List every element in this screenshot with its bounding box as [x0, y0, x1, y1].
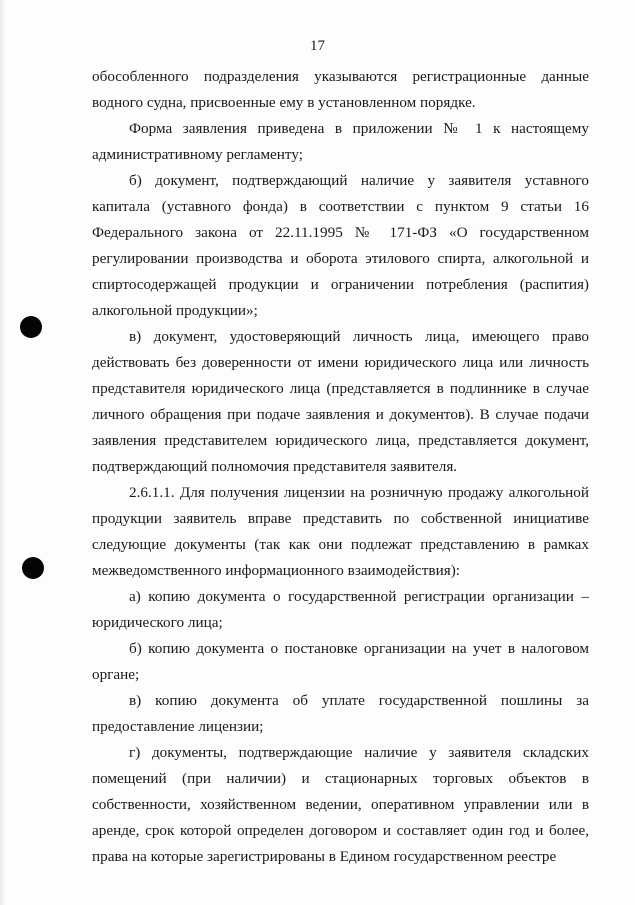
paragraph-item-b-capital: б) документ, подтверждающий наличие у заявителя уставного капитала (уставного фонда) в соответствии с пунктом 9 статьи 16 Федерального закона от 22.11.1995 № 171-ФЗ «О государственном регулировании производства и оборота этилового спирта, алкогольной и спиртосодержащей продукции и ограничении потребления (распития) алкогольной продукции»;	[92, 172, 589, 319]
paragraph-item-b-tax: б) копию документа о постановке организации на учет в налоговом органе;	[92, 640, 589, 683]
binder-hole-bottom	[22, 557, 44, 579]
document-body	[92, 64, 589, 870]
paragraph-item-v-fee: в) копию документа об уплате государственной пошлины за предоставление лицензии;	[92, 692, 589, 735]
paragraph-continuation: обособленного подразделения указываются регистрационные данные водного судна, присвоенные ему в установленном порядке.	[92, 68, 589, 111]
page-number: 17	[310, 38, 325, 54]
binder-hole-top	[20, 316, 42, 338]
paragraph-item-v-identity: в) документ, удостоверяющий личность лица, имеющего право действовать без доверенности от имени юридического лица или личность представителя юридического лица (представляется в подлиннике в случае личного обращения при подаче заявления и документов). В случае подачи заявления представителем юридического лица, представляется документ, подтверждающий полномочия представителя заявителя.	[92, 328, 589, 475]
paragraph-item-a-registration: а) копию документа о государственной регистрации организации – юридического лица;	[92, 588, 589, 631]
paragraph-item-g-premises: г) документы, подтверждающие наличие у заявителя складских помещений (при наличии) и стационарных торговых объектов в собственности, хозяйственном ведении, оперативном управлении или в аренде, срок которой определен договором и составляет один год и более, права на которые зарегистрированы в Едином государственном реестре	[92, 744, 589, 865]
paragraph-form-reference: Форма заявления приведена в приложении № 1 к настоящему административному регламенту;	[92, 120, 589, 163]
page-edge-shadow	[0, 0, 6, 905]
paragraph-2-6-1-1: 2.6.1.1. Для получения лицензии на розничную продажу алкогольной продукции заявитель вправе представить по собственной инициативе следующие документы (так как они подлежат представлению в рамках межведомственного информационного взаимодействия):	[92, 484, 589, 579]
